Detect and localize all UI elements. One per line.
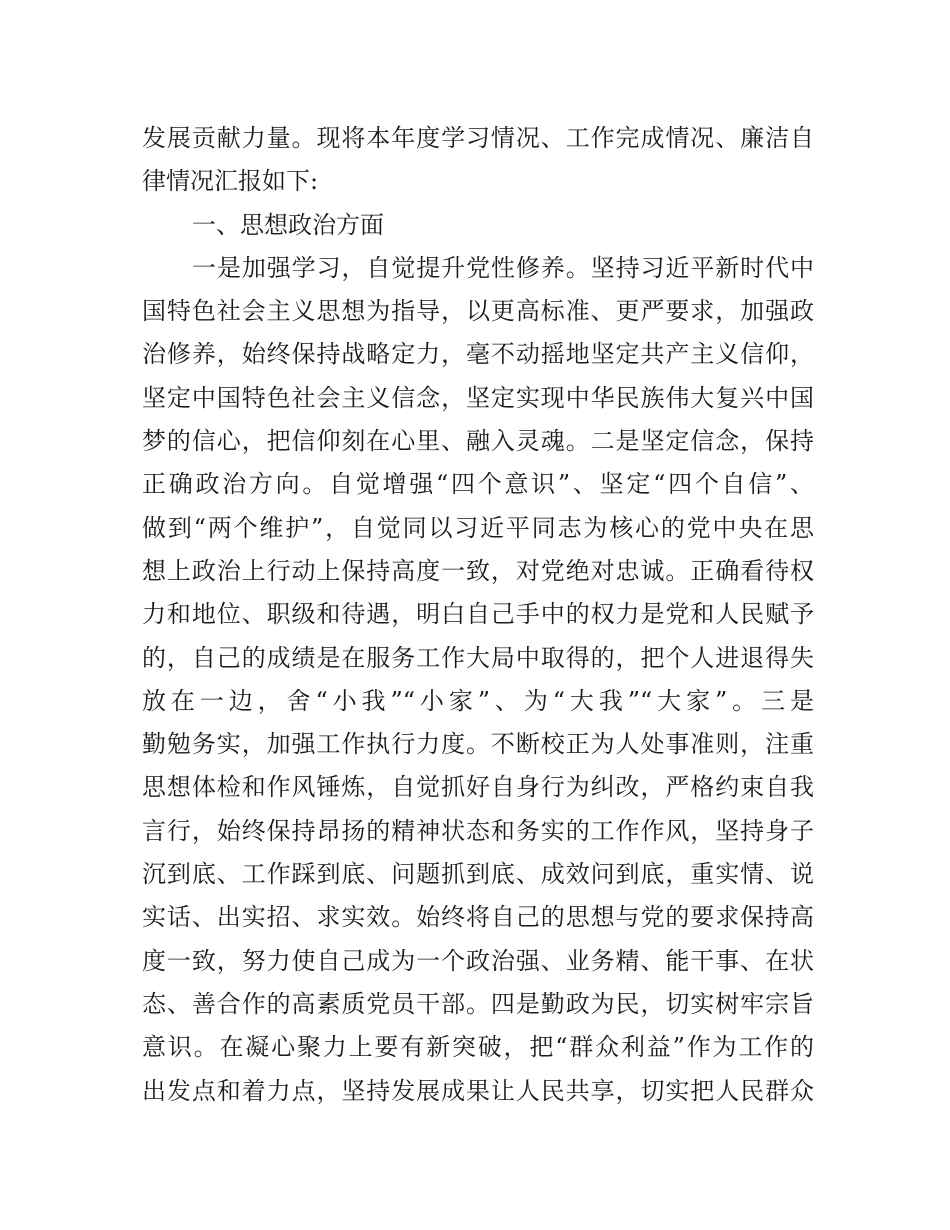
document-body [142, 117, 814, 1113]
text-line: 发展贡献力量。现将本年度学习情况、工作完成情况、廉洁自 [142, 124, 814, 152]
text-line: 正确政治方向。自觉增强“四个意识”、坚定“四个自信”、 [142, 470, 814, 499]
text-line: 态、善合作的高素质党员干部。四是勤政为民，切实树牢宗旨 [142, 989, 814, 1018]
text-line: 实话、出实招、求实效。始终将自己的思想与党的要求保持高 [142, 903, 814, 932]
text-line: 坚定中国特色社会主义信念，坚定实现中华民族伟大复兴中国 [142, 383, 814, 412]
text-line: 沉到底、工作踩到底、问题抓到底、成效问到底，重实情、说 [142, 860, 814, 889]
text-line: 出发点和着力点，坚持发展成果让人民共享，切实把人民群众 [142, 1076, 814, 1105]
text-line: 律情况汇报如下: [142, 167, 319, 196]
text-line: 一是加强学习，自觉提升党性修养。坚持习近平新时代中 [192, 253, 814, 282]
text-line: 度一致，努力使自己成为一个政治强、业务精、能干事、在状 [142, 946, 814, 975]
text-line: 力和地位、职级和待遇，明白自己手中的权力是党和人民赋予 [142, 600, 814, 629]
text-line: 治修养，始终保持战略定力，毫不动摇地坚定共产主义信仰， [142, 340, 814, 369]
text-line: 国特色社会主义思想为指导，以更高标准、更严要求，加强政 [142, 297, 814, 326]
section-heading: 一、思想政治方面 [192, 210, 384, 239]
text-line: 做到“两个维护”，自觉同以习近平同志为核心的党中央在思 [142, 513, 814, 542]
text-line: 勤勉务实，加强工作执行力度。不断校正为人处事准则，注重 [142, 730, 814, 759]
text-line: 梦的信心，把信仰刻在心里、融入灵魂。二是坚定信念，保持 [142, 427, 814, 456]
text-line: 放在一边，舍“小我”“小家”、为“大我”“大家”。三是 [142, 686, 814, 715]
text-line: 意识。在凝心聚力上要有新突破，把“群众利益”作为工作的 [142, 1033, 814, 1062]
text-line: 言行，始终保持昂扬的精神状态和务实的工作作风，坚持身子 [142, 816, 814, 845]
text-line: 的，自己的成绩是在服务工作大局中取得的，把个人进退得失 [142, 643, 814, 672]
text-line: 思想体检和作风锤炼，自觉抓好自身行为纠改，严格约束自我 [142, 773, 814, 802]
text-line: 想上政治上行动上保持高度一致，对党绝对忠诚。正确看待权 [142, 556, 814, 585]
